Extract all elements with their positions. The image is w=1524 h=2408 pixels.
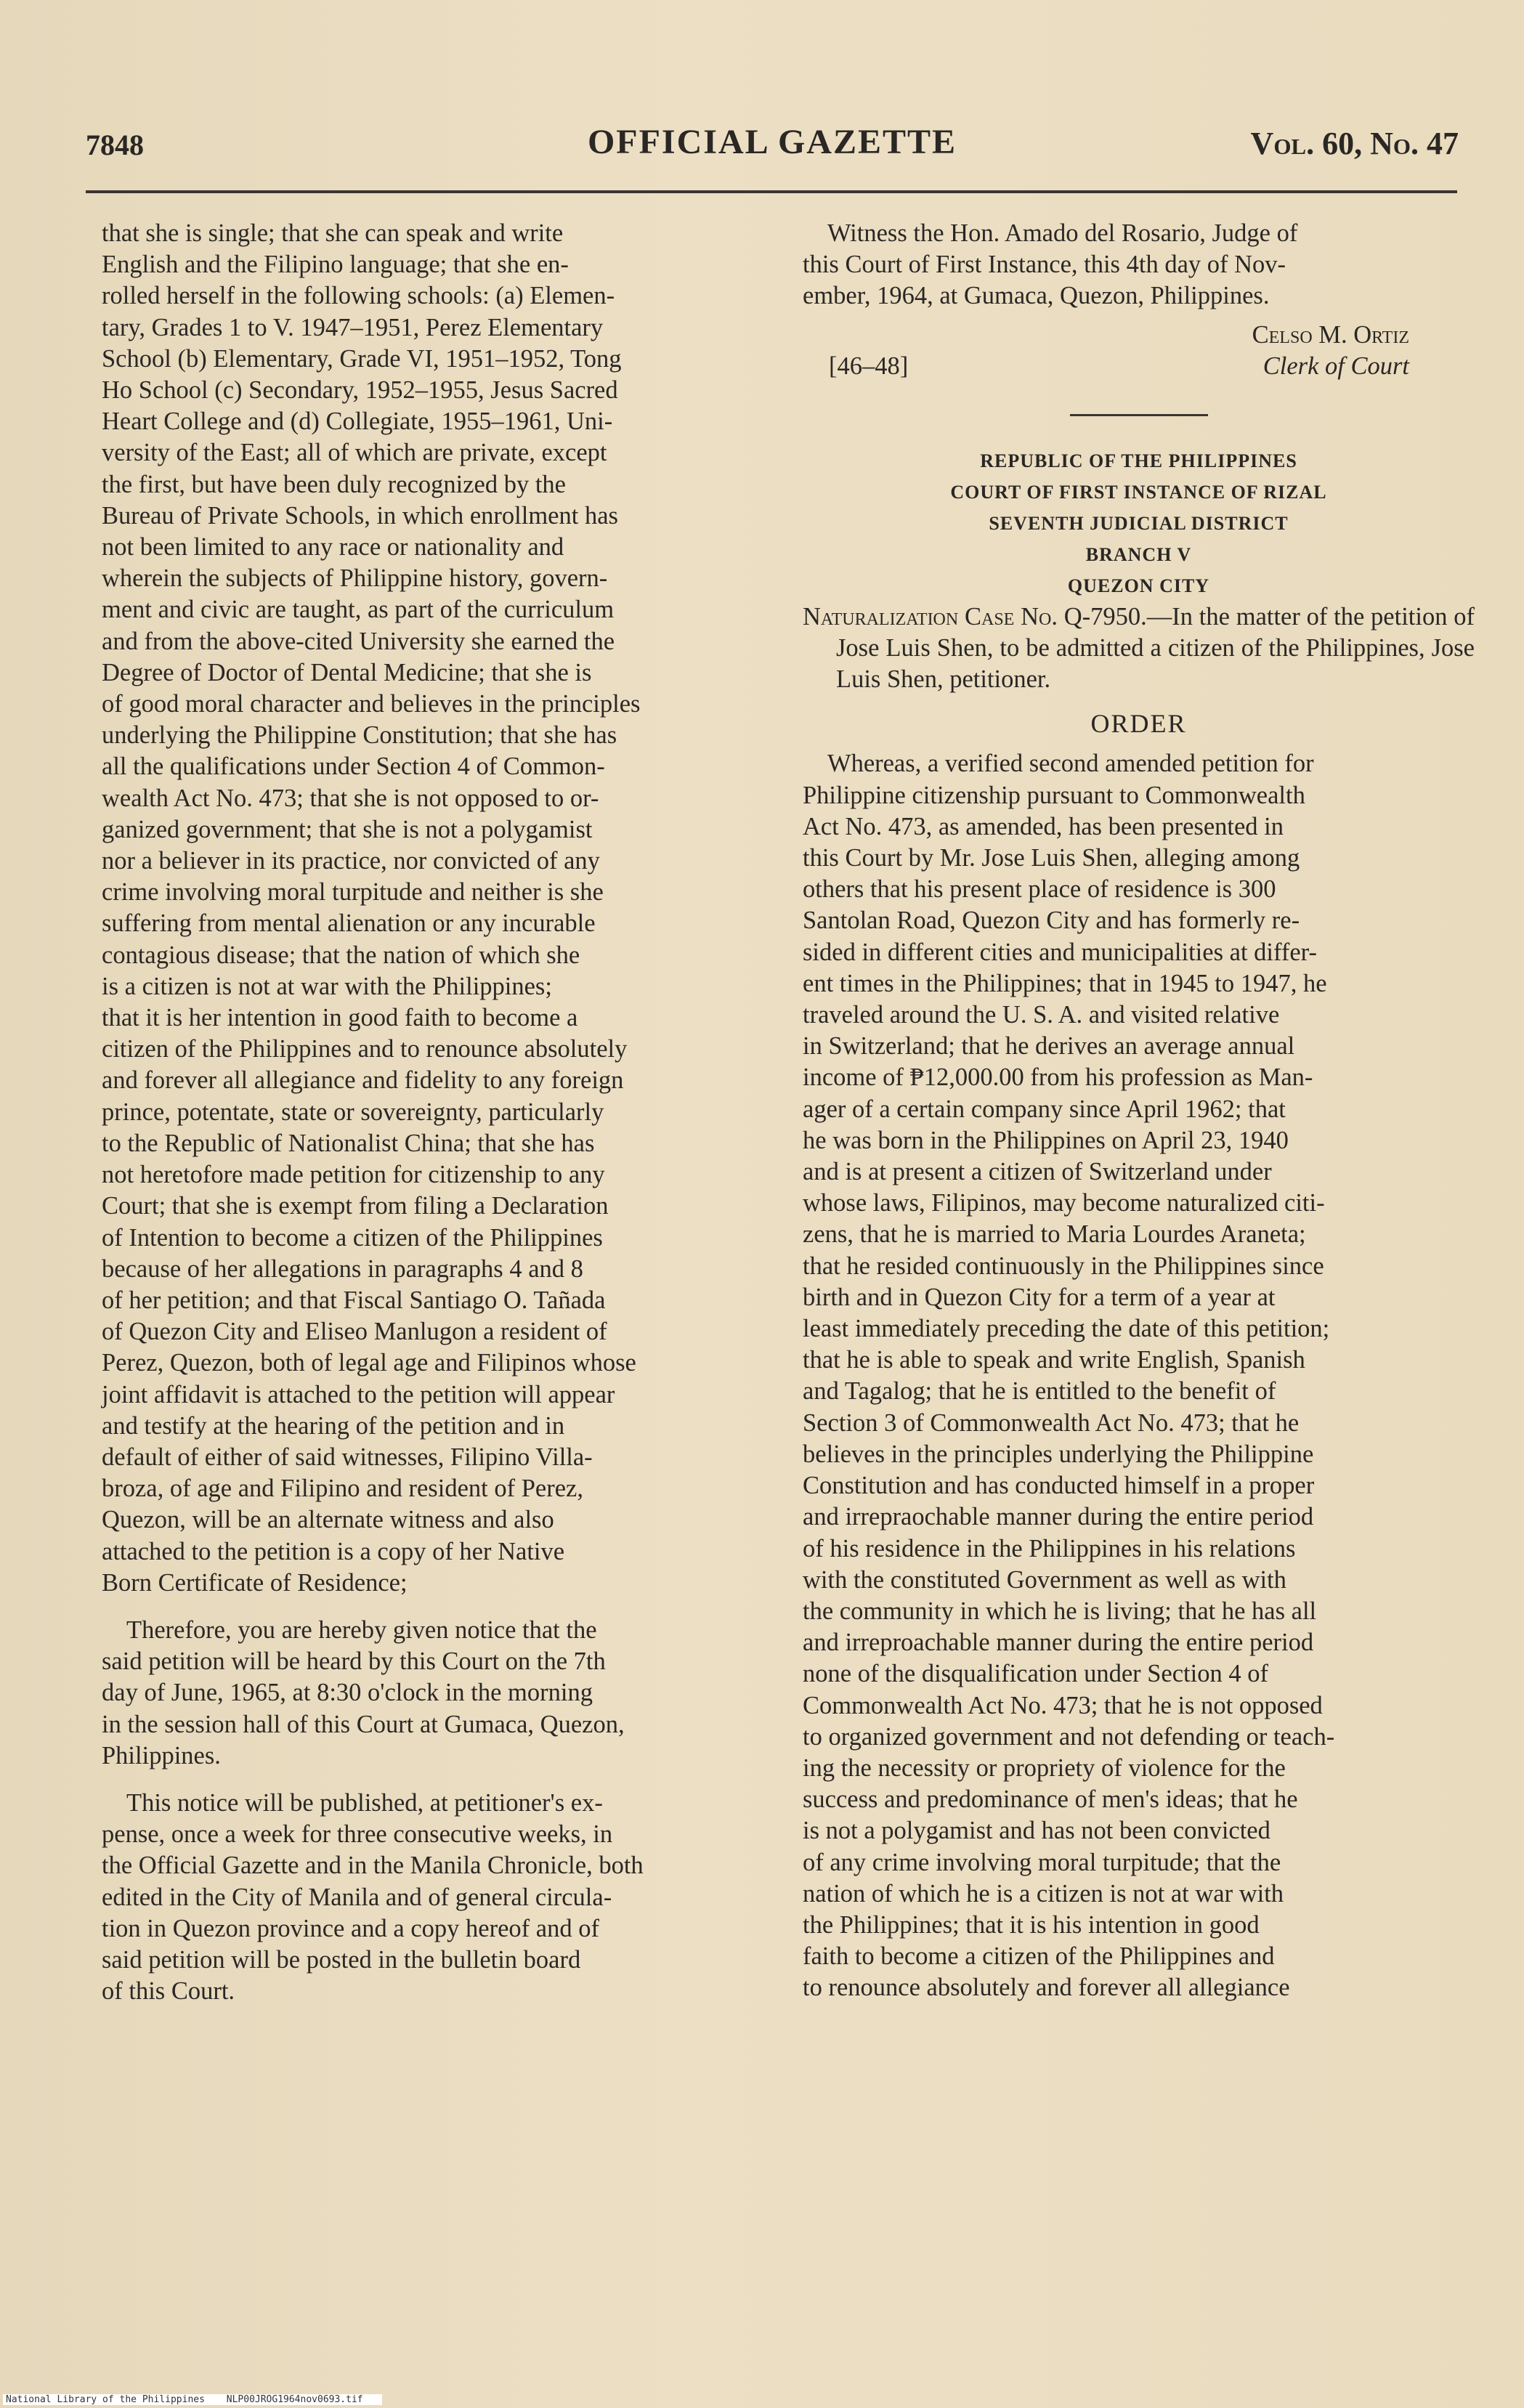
text-line: Perez, Quezon, both of legal age and Filipinos whose bbox=[102, 1349, 636, 1377]
text-line: least immediately preceding the date of this petition; bbox=[803, 1315, 1330, 1343]
file-name: NLP00JROG1964nov0693.tif bbox=[226, 2394, 363, 2405]
text-line: citizen of the Philippines and to renounce absolutely bbox=[102, 1035, 628, 1063]
text-line: success and predominance of men's ideas; that he bbox=[803, 1785, 1298, 1814]
caption-line: REPUBLIC OF THE PHILIPPINES bbox=[980, 450, 1297, 471]
scan-footer bbox=[3, 2394, 382, 2405]
text-line: and irreproachable manner during the entire period bbox=[803, 1629, 1314, 1657]
text-line: Heart College and (d) Collegiate, 1955–1961, Uni- bbox=[102, 408, 613, 436]
text-line: and testify at the hearing of the petition and in bbox=[102, 1411, 565, 1440]
text-line: Quezon, will be an alternate witness and also bbox=[102, 1506, 554, 1534]
text-line: ment and civic are taught, as part of the curriculum bbox=[102, 596, 615, 624]
text-line: in the session hall of this Court at Gumaca, Quezon, bbox=[102, 1710, 625, 1738]
text-line: zens, that he is married to Maria Lourdes Araneta; bbox=[803, 1220, 1306, 1249]
order-title: ORDER bbox=[1090, 709, 1187, 739]
caption-line: COURT OF FIRST INSTANCE OF RIZAL bbox=[950, 481, 1327, 503]
section-divider bbox=[1070, 414, 1208, 416]
text-line: crime involving moral turpitude and neither is she bbox=[102, 878, 604, 907]
text-line: joint affidavit is attached to the petition will appear bbox=[102, 1380, 615, 1408]
signature-block bbox=[803, 320, 1475, 382]
text-line: is not a polygamist and has not been convicted bbox=[803, 1817, 1270, 1845]
text-line: of any crime involving moral turpitude; that the bbox=[803, 1848, 1281, 1876]
text-line: of good moral character and believes in the principles bbox=[102, 690, 641, 718]
text-line: that it is her intention in good faith to become a bbox=[102, 1004, 578, 1032]
text-line: Bureau of Private Schools, in which enrollment has bbox=[102, 501, 618, 530]
text-line: ganized government; that she is not a polygamist bbox=[102, 815, 593, 843]
text-line: that he resided continuously in the Philippines since bbox=[803, 1252, 1324, 1280]
text-line: and forever all allegiance and fidelity to any foreign bbox=[102, 1066, 624, 1095]
text-line: with the constituted Government as well as with bbox=[803, 1565, 1286, 1594]
text-line: he was born in the Philippines on April 23, 1940 bbox=[803, 1126, 1289, 1154]
text-line: of Intention to become a citizen of the Philippines bbox=[102, 1223, 603, 1252]
library-credit: National Library of the Philippines bbox=[6, 2394, 205, 2405]
caption-line: SEVENTH JUDICIAL DISTRICT bbox=[989, 512, 1289, 534]
text-line: contagious disease; that the nation of which she bbox=[102, 941, 580, 969]
text-line: and is at present a citizen of Switzerland under bbox=[803, 1158, 1272, 1186]
text-line: the first, but have been duly recognized by the bbox=[102, 470, 566, 498]
text-line: default of either of said witnesses, Filipino Villa- bbox=[102, 1443, 593, 1471]
text-line: nation of which he is a citizen is not at war with bbox=[803, 1879, 1284, 1908]
publication-notice-paragraph bbox=[102, 1788, 763, 2007]
header-rule bbox=[86, 190, 1457, 193]
text-line: ing the necessity or propriety of violence for the bbox=[803, 1754, 1286, 1782]
notice-reference: [46–48] bbox=[829, 352, 909, 380]
text-line: to renounce absolutely and forever all allegiance bbox=[803, 1974, 1290, 2002]
text-line: this Court by Mr. Jose Luis Shen, alleging among bbox=[803, 844, 1300, 872]
caption-line: BRANCH V bbox=[1085, 543, 1192, 565]
text-line: This notice will be published, at petitioner's ex- bbox=[126, 1788, 603, 1817]
text-line: of this Court. bbox=[102, 1977, 235, 2006]
text-line: the Philippines; that it is his intention in good bbox=[803, 1910, 1260, 1939]
publication-title: OFFICIAL GAZETTE bbox=[587, 123, 957, 161]
case-heading: Naturalization Case No. Q-7950. bbox=[803, 602, 1147, 631]
caption-line: QUEZON CITY bbox=[1067, 575, 1210, 596]
page-header bbox=[86, 122, 1459, 173]
text-line: others that his present place of residence is 300 bbox=[803, 875, 1276, 904]
text-line: income of ₱12,000.00 from his profession as Man- bbox=[803, 1063, 1313, 1092]
text-line: Section 3 of Commonwealth Act No. 473; that he bbox=[803, 1408, 1300, 1437]
left-column bbox=[102, 218, 763, 2007]
text-line: to the Republic of Nationalist China; that she has bbox=[102, 1129, 595, 1157]
text-line: Santolan Road, Quezon City and has formerly re- bbox=[803, 907, 1300, 935]
text-line: versity of the East; all of which are private, except bbox=[102, 439, 607, 467]
text-line: faith to become a citizen of the Philippines and bbox=[803, 1942, 1275, 1971]
text-line: because of her allegations in paragraphs 4 and 8 bbox=[102, 1254, 583, 1283]
volume-number: Vol. 60, No. 47 bbox=[1250, 126, 1459, 161]
text-line: prince, potentate, state or sovereignty, particularly bbox=[102, 1098, 604, 1126]
text-line: English and the Filipino language; that she en- bbox=[102, 251, 569, 279]
text-line: this Court of First Instance, this 4th day of Nov- bbox=[803, 251, 1286, 279]
text-line: of her petition; and that Fiscal Santiago O. Tañada bbox=[102, 1286, 606, 1314]
text-line: the community in which he is living; that he has all bbox=[803, 1597, 1317, 1625]
text-line: in Switzerland; that he derives an average annual bbox=[803, 1032, 1295, 1061]
text-line: said petition will be heard by this Court on the 7th bbox=[102, 1647, 606, 1676]
text-line: Born Certificate of Residence; bbox=[102, 1568, 408, 1597]
text-line: and from the above-cited University she earned the bbox=[102, 627, 615, 655]
text-line: not been limited to any race or nationality and bbox=[102, 533, 564, 562]
text-line: and irrepraochable manner during the entire period bbox=[803, 1503, 1314, 1531]
order-paragraph bbox=[803, 748, 1475, 2003]
hearing-notice-paragraph bbox=[102, 1615, 763, 1772]
text-line: all the qualifications under Section 4 of Common- bbox=[102, 753, 605, 781]
text-line: whose laws, Filipinos, may become naturalized citi- bbox=[803, 1189, 1325, 1217]
text-line: broza, of age and Filipino and resident of Perez, bbox=[102, 1475, 583, 1503]
right-column bbox=[803, 218, 1475, 2004]
text-line: wherein the subjects of Philippine history, govern- bbox=[102, 564, 608, 593]
text-line: underlying the Philippine Constitution; that she has bbox=[102, 721, 617, 750]
text-line: nor a believer in its practice, nor convicted of any bbox=[102, 847, 600, 875]
text-line: believes in the principles underlying the Philippine bbox=[803, 1440, 1314, 1468]
text-line: to organized government and not defending or teach- bbox=[803, 1722, 1335, 1751]
text-line: Commonwealth Act No. 473; that he is not opposed bbox=[803, 1691, 1323, 1719]
text-line: Whereas, a verified second amended petition for bbox=[827, 750, 1314, 778]
text-line: ember, 1964, at Gumaca, Quezon, Philippines. bbox=[803, 282, 1270, 310]
text-line: of Quezon City and Eliseo Manlugon a resident of bbox=[102, 1318, 607, 1346]
case-title bbox=[803, 601, 1475, 696]
text-line: Philippines. bbox=[102, 1741, 221, 1769]
text-line: day of June, 1965, at 8:30 o'clock in the morning bbox=[102, 1679, 593, 1707]
text-line: Therefore, you are hereby given notice that the bbox=[126, 1616, 597, 1644]
text-line: the Official Gazette and in the Manila Chronicle, both bbox=[102, 1852, 644, 1880]
text-line: suffering from mental alienation or any incurable bbox=[102, 909, 596, 938]
text-line: School (b) Elementary, Grade VI, 1951–1952, Tong bbox=[102, 344, 622, 373]
signatory-title: Clerk of Court bbox=[1262, 352, 1409, 380]
text-line: sided in different cities and municipalities at differ- bbox=[803, 938, 1317, 966]
text-line: not heretofore made petition for citizenship to any bbox=[102, 1161, 605, 1189]
text-line: birth and in Quezon City for a term of a year at bbox=[803, 1283, 1276, 1311]
text-line: of his residence in the Philippines in his relations bbox=[803, 1534, 1296, 1562]
text-line: wealth Act No. 473; that she is not opposed to or- bbox=[102, 784, 599, 812]
text-line: Constitution and has conducted himself in a proper bbox=[803, 1472, 1315, 1500]
text-line: Witness the Hon. Amado del Rosario, Judge of bbox=[827, 219, 1298, 247]
text-line: that he is able to speak and write English, Spanish bbox=[803, 1346, 1305, 1374]
case-text: —In the matter of the petition of Jose Luis Shen, to be admitted a citizen of the Philippines, Jose Luis Shen, petitioner. bbox=[836, 602, 1475, 694]
text-line: and Tagalog; that he is entitled to the benefit of bbox=[803, 1377, 1276, 1406]
text-line: Philippine citizenship pursuant to Commonwealth bbox=[803, 781, 1305, 809]
signatory-name: Celso M. Ortiz bbox=[1252, 320, 1409, 349]
text-line: attached to the petition is a copy of her Native bbox=[102, 1537, 565, 1565]
text-line: ager of a certain company since April 1962; that bbox=[803, 1095, 1286, 1123]
text-line: tion in Quezon province and a copy hereof and of bbox=[102, 1914, 599, 1942]
text-line: edited in the City of Manila and of general circula- bbox=[102, 1883, 612, 1911]
witness-paragraph bbox=[803, 218, 1475, 312]
text-line: ent times in the Philippines; that in 1945 to 1947, he bbox=[803, 969, 1327, 997]
text-line: Act No. 473, as amended, has been presented in bbox=[803, 812, 1284, 840]
text-line: traveled around the U. S. A. and visited relative bbox=[803, 1001, 1280, 1029]
text-line: Degree of Doctor of Dental Medicine; that she is bbox=[102, 658, 592, 686]
text-line: Court; that she is exempt from filing a Declaration bbox=[102, 1192, 609, 1220]
court-caption bbox=[803, 445, 1475, 601]
text-line: that she is single; that she can speak and write bbox=[102, 219, 564, 247]
text-line: rolled herself in the following schools: (a) Elemen- bbox=[102, 282, 615, 310]
text-line: said petition will be posted in the bulletin board bbox=[102, 1945, 581, 1974]
petition-details-paragraph bbox=[102, 218, 763, 1599]
page-number: 7848 bbox=[86, 129, 144, 161]
text-line: none of the disqualification under Section 4 of bbox=[803, 1660, 1268, 1688]
text-line: Ho School (c) Secondary, 1952–1955, Jesus Sacred bbox=[102, 376, 618, 405]
text-line: tary, Grades 1 to V. 1947–1951, Perez Elementary bbox=[102, 313, 604, 341]
text-line: is a citizen is not at war with the Philippines; bbox=[102, 972, 552, 1000]
text-line: pense, once a week for three consecutive weeks, in bbox=[102, 1820, 613, 1849]
